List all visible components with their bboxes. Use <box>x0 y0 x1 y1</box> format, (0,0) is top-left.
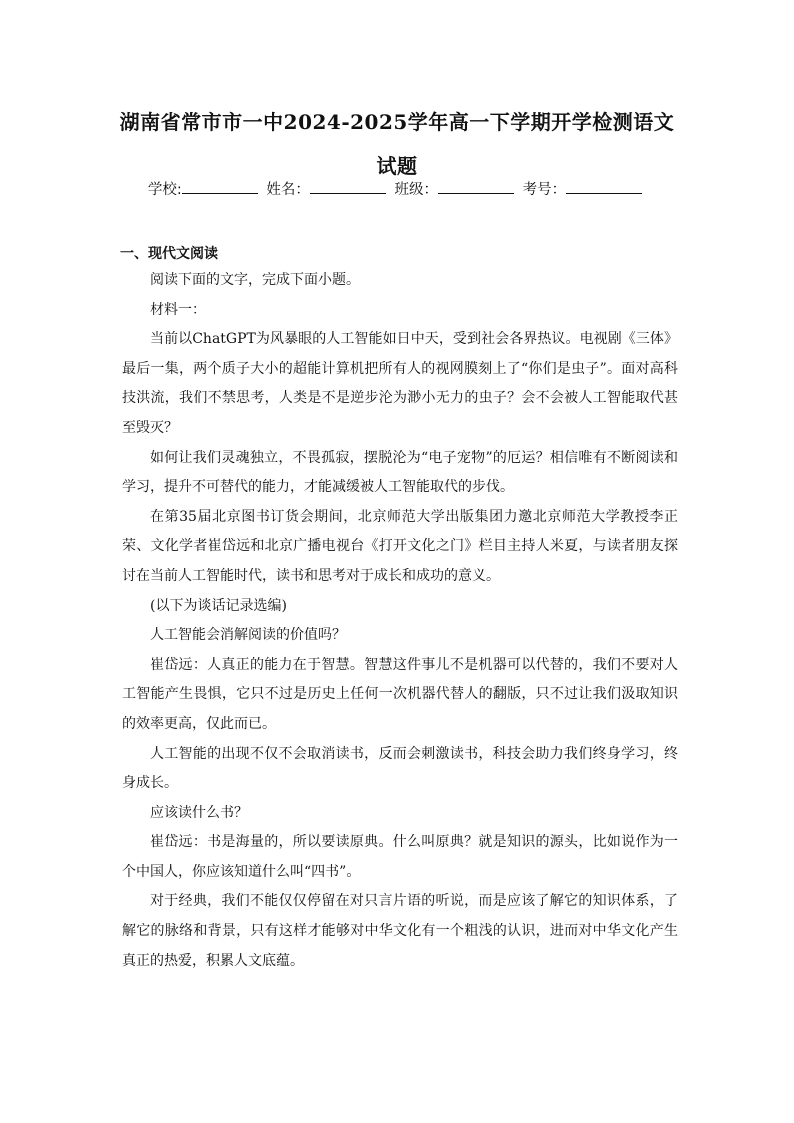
section-heading: 一、现代文阅读 <box>120 246 218 262</box>
name-label: 姓名： <box>266 182 310 198</box>
passage-question: 应该读什么书？ <box>150 804 248 821</box>
passage-paragraph: 崔岱远：人真正的能力在于智慧。智慧这件事儿不是机器可以代替的，我们不要对人工智能产生畏惧，它只不过是历史上任何一次机器代替人的翻版，只不过让我们汲取知识的效率更高，仅此而已。 <box>122 656 678 732</box>
student-info-line <box>0 178 794 202</box>
passage-paragraph: 当前以ChatGPT为风暴眼的人工智能如日中天，受到社会各界热议。电视剧《三体》最后一集，两个质子大小的超能计算机把所有人的视网膜刻上了“你们是虫子”。面对高科技洪流，我们不禁思考，人类是不是逆步沦为渺小无力的虫子？会不会被人工智能取代甚至毁灭？ <box>122 331 678 436</box>
number-label: 考号： <box>522 182 567 198</box>
passage-paragraph: 对于经典，我们不能仅仅停留在对只言片语的听说，而是应该了解它的知识体系，了解它的脉络和背景，只有这样才能够对中华文化有一个粗浅的认识，进而对中华文化产生真正的热爱，积累人文底蕴。 <box>122 893 678 969</box>
name-blank[interactable] <box>310 178 386 194</box>
passage-paragraph: 崔岱远：书是海量的，所以要读原典。什么叫原典？就是知识的源头，比如说作为一个中国人，你应该知道什么叫“四书”。 <box>122 834 678 880</box>
instruction-paragraph: 阅读下面的文字，完成下面小题。 <box>150 272 360 288</box>
exam-title: 湖南省常市市一中2024-2025学年高一下学期开学检测语文试题 <box>119 110 675 178</box>
passage-paragraph: 在第35届北京图书订货会期间，北京师范大学出版集团力邀北京师范大学教授李正荣、文化学者崔岱远和北京广播电视台《打开文化之门》栏目主持人米夏，与读者朋友探讨在当前人工智能时代，读书和思考对于成长和成功的意义。 <box>122 508 678 584</box>
class-label: 班级： <box>394 182 438 198</box>
reading-passage <box>122 266 678 976</box>
school-blank[interactable] <box>182 178 258 194</box>
passage-paragraph: 人工智能的出现不仅不会取消读书，反而会刺激读书，科技会助力我们终身学习，终身成长。 <box>122 745 678 792</box>
passage-paragraph: 如何让我们灵魂独立，不畏孤寂，摆脱沦为“电子宠物”的厄运？相信唯有不断阅读和学习，提升不可替代的能力，才能减缓被人工智能取代的步伐。 <box>122 449 678 496</box>
passage-question: 人工智能会消解阅读的价值吗？ <box>150 627 346 644</box>
passage-paragraph: (以下为谈话记录选编) <box>150 597 287 614</box>
class-blank[interactable] <box>438 178 514 194</box>
school-label: 学校: <box>147 182 182 198</box>
number-blank[interactable] <box>566 178 642 194</box>
material-label: 材料一： <box>150 301 206 318</box>
